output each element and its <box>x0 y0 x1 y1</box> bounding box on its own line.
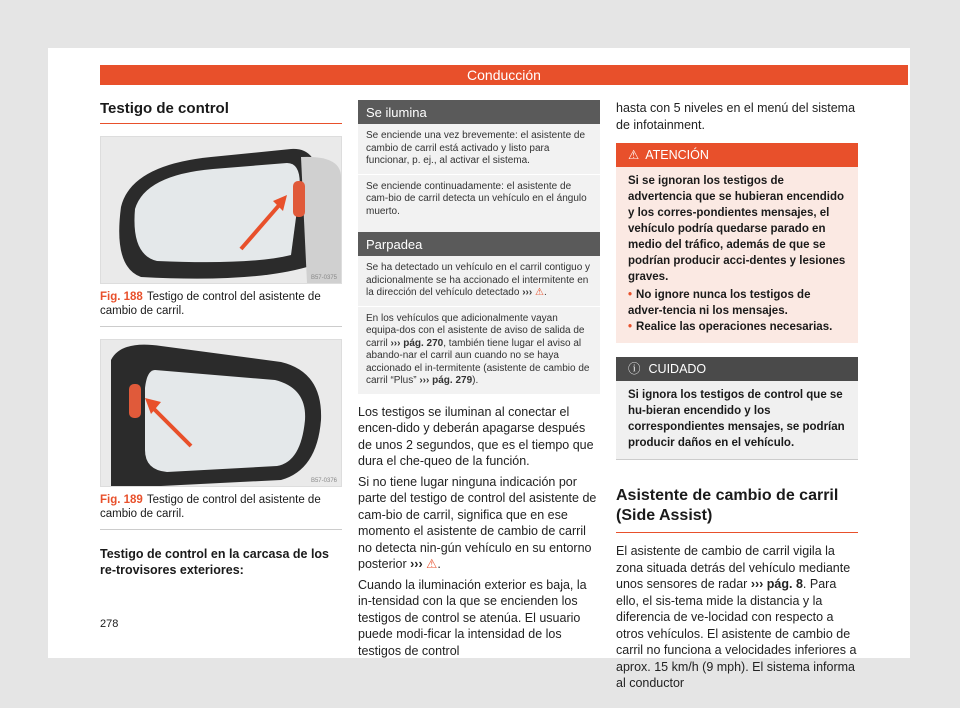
figure-code: B57-0375 <box>310 275 337 281</box>
info-circle-icon: ⓘ <box>628 362 641 376</box>
section-title: Testigo de control <box>100 100 342 124</box>
paragraph-text: El asistente de cambio de carril vigila la zona situada detrás del vehículo mediante unos sensores de radar <box>616 544 851 591</box>
page-ref-link[interactable]: ››› <box>522 287 533 298</box>
box-text: , también tiene lugar el aviso al abando-nar el carril aun cuando no se haya accionado el in-termitente (asistente de cambio de carril “Plus” <box>366 337 590 386</box>
list-item: • No ignore nunca los testigos de adver-tencia ni los mensajes. <box>628 287 848 319</box>
subheading: Testigo de control en la carcasa de los re-trovisores exteriores: <box>100 547 330 577</box>
paragraph: hasta con 5 niveles en el menú del sistema de infotainment. <box>616 101 856 132</box>
warning-header <box>616 143 858 167</box>
column-3 <box>616 100 858 696</box>
caption-text: Testigo de control del asistente de cambio de carril. <box>100 291 321 317</box>
paragraph: Los testigos se iluminan al conectar el encen-dido y deberán apagarse después de unos 2 segundos, que es el tiempo que dura el che-queo de la función. <box>358 404 594 468</box>
box-title-lit: Se ilumina <box>358 100 600 124</box>
section-title: Asistente de cambio de carril (Side Assist) <box>616 486 858 533</box>
body-text <box>616 100 858 133</box>
warning-triangle-icon: ⚠ <box>426 557 438 571</box>
paragraph: Cuando la iluminación exterior es baja, la in-tensidad con la que se encienden los testigos de control se atenúa. El usuario puede modi-ficar la intensidad de los testigos de control <box>358 577 587 658</box>
warning-triangle-icon: ⚠ <box>535 287 544 298</box>
box-text: ). <box>472 375 479 386</box>
page-ref-link[interactable]: ››› pág. 8 <box>750 577 803 591</box>
warning-body <box>616 167 858 343</box>
figure-code: B57-0376 <box>310 478 337 484</box>
mirror-illustration-left <box>101 340 341 486</box>
manual-page <box>48 48 910 690</box>
body-text <box>358 404 600 660</box>
box-text: En los vehículos que adicionalmente vayan equipa-dos con el asistente de aviso de salida de carril <box>366 312 585 349</box>
figure-caption <box>100 284 342 327</box>
body-text <box>616 543 858 692</box>
caution-title: CUIDADO <box>648 362 707 376</box>
caution-text: Si ignora los testigos de control que se hu-bieran encendido y los correspondientes mensajes, se podrían producir daños en el vehículo. <box>628 389 845 449</box>
figure-188 <box>100 136 342 284</box>
warning-title: ATENCIÓN <box>645 148 709 162</box>
column-1 <box>100 100 342 578</box>
section-header: Conducción <box>100 65 908 85</box>
box-paragraph: Se ha detectado un vehículo en el carril contiguo y adicionalmente se ha accionado el intermitente en la dirección del vehículo detectado ››› ⚠. <box>366 262 591 298</box>
box-title-blink: Parpadea <box>358 232 600 256</box>
indicator-table <box>358 100 600 394</box>
paragraph-text: . Para ello, el sis-tema mide la distancia y la diferencia de ve-locidad con respecto a otros vehículos. El asistente de cambio de carril no funciona a velocidades inferiores a aprox. 15 km/h (9 mph). El sistema informa al conductor <box>616 577 857 690</box>
page-ref-link[interactable]: ››› <box>410 557 423 571</box>
page-ref-link[interactable]: ››› pág. 279 <box>419 375 473 386</box>
figure-number: Fig. 188 <box>100 291 143 303</box>
figure-189 <box>100 339 342 487</box>
warning-list <box>628 287 848 335</box>
box-paragraph <box>358 306 600 394</box>
mirror-illustration-right <box>101 137 341 283</box>
paragraph <box>616 543 858 692</box>
page-number: 278 <box>100 618 119 630</box>
column-2 <box>358 100 600 663</box>
page-ref-link[interactable]: ››› pág. 270 <box>390 337 444 349</box>
paragraph-text: Si no tiene lugar ninguna indicación por parte del testigo de control del asistente de cam-bio de carril, significa que en ese momento el asistente de cambio de carril no detecta nin-gún vehículo en su entorno posterior <box>358 474 597 571</box>
paragraph: Si no tiene lugar ninguna indicación por parte del testigo de control del asistente de cam-bio de carril, significa que en ese momento el asistente de cambio de carril no detecta nin-gún vehículo en su entorno posterior ››› ⚠. <box>358 474 597 571</box>
box-paragraph: Se enciende una vez brevemente: el asistente de cambio de carril está activado y listo para funcionar, p. ej., al activar el sistema. <box>366 130 586 166</box>
figure-caption <box>100 487 342 530</box>
warning-triangle-icon: ⚠ <box>628 148 640 162</box>
figure-number: Fig. 189 <box>100 494 143 506</box>
box-paragraph: Se enciende continuadamente: el asistente de cam-bio de carril detecta un vehículo en el ángulo muerto. <box>358 174 600 225</box>
caution-header <box>616 357 858 381</box>
list-item: • Realice las operaciones necesarias. <box>628 319 848 335</box>
box-text: Se ha detectado un vehículo en el carril contiguo y adicionalmente se ha accionado el intermitente en la dirección del vehículo detectado <box>366 262 591 298</box>
warning-box <box>616 143 858 343</box>
warning-text: Si se ignoran los testigos de advertencia que se hubieran encendido y los corres-pondientes mensajes, el vehículo podría quedarse parado en medio del tráfico, además de que se podrían producir acci-dentes y lesiones graves. <box>628 175 846 283</box>
caution-box <box>616 357 858 460</box>
caption-text: Testigo de control del asistente de cambio de carril. <box>100 494 321 520</box>
